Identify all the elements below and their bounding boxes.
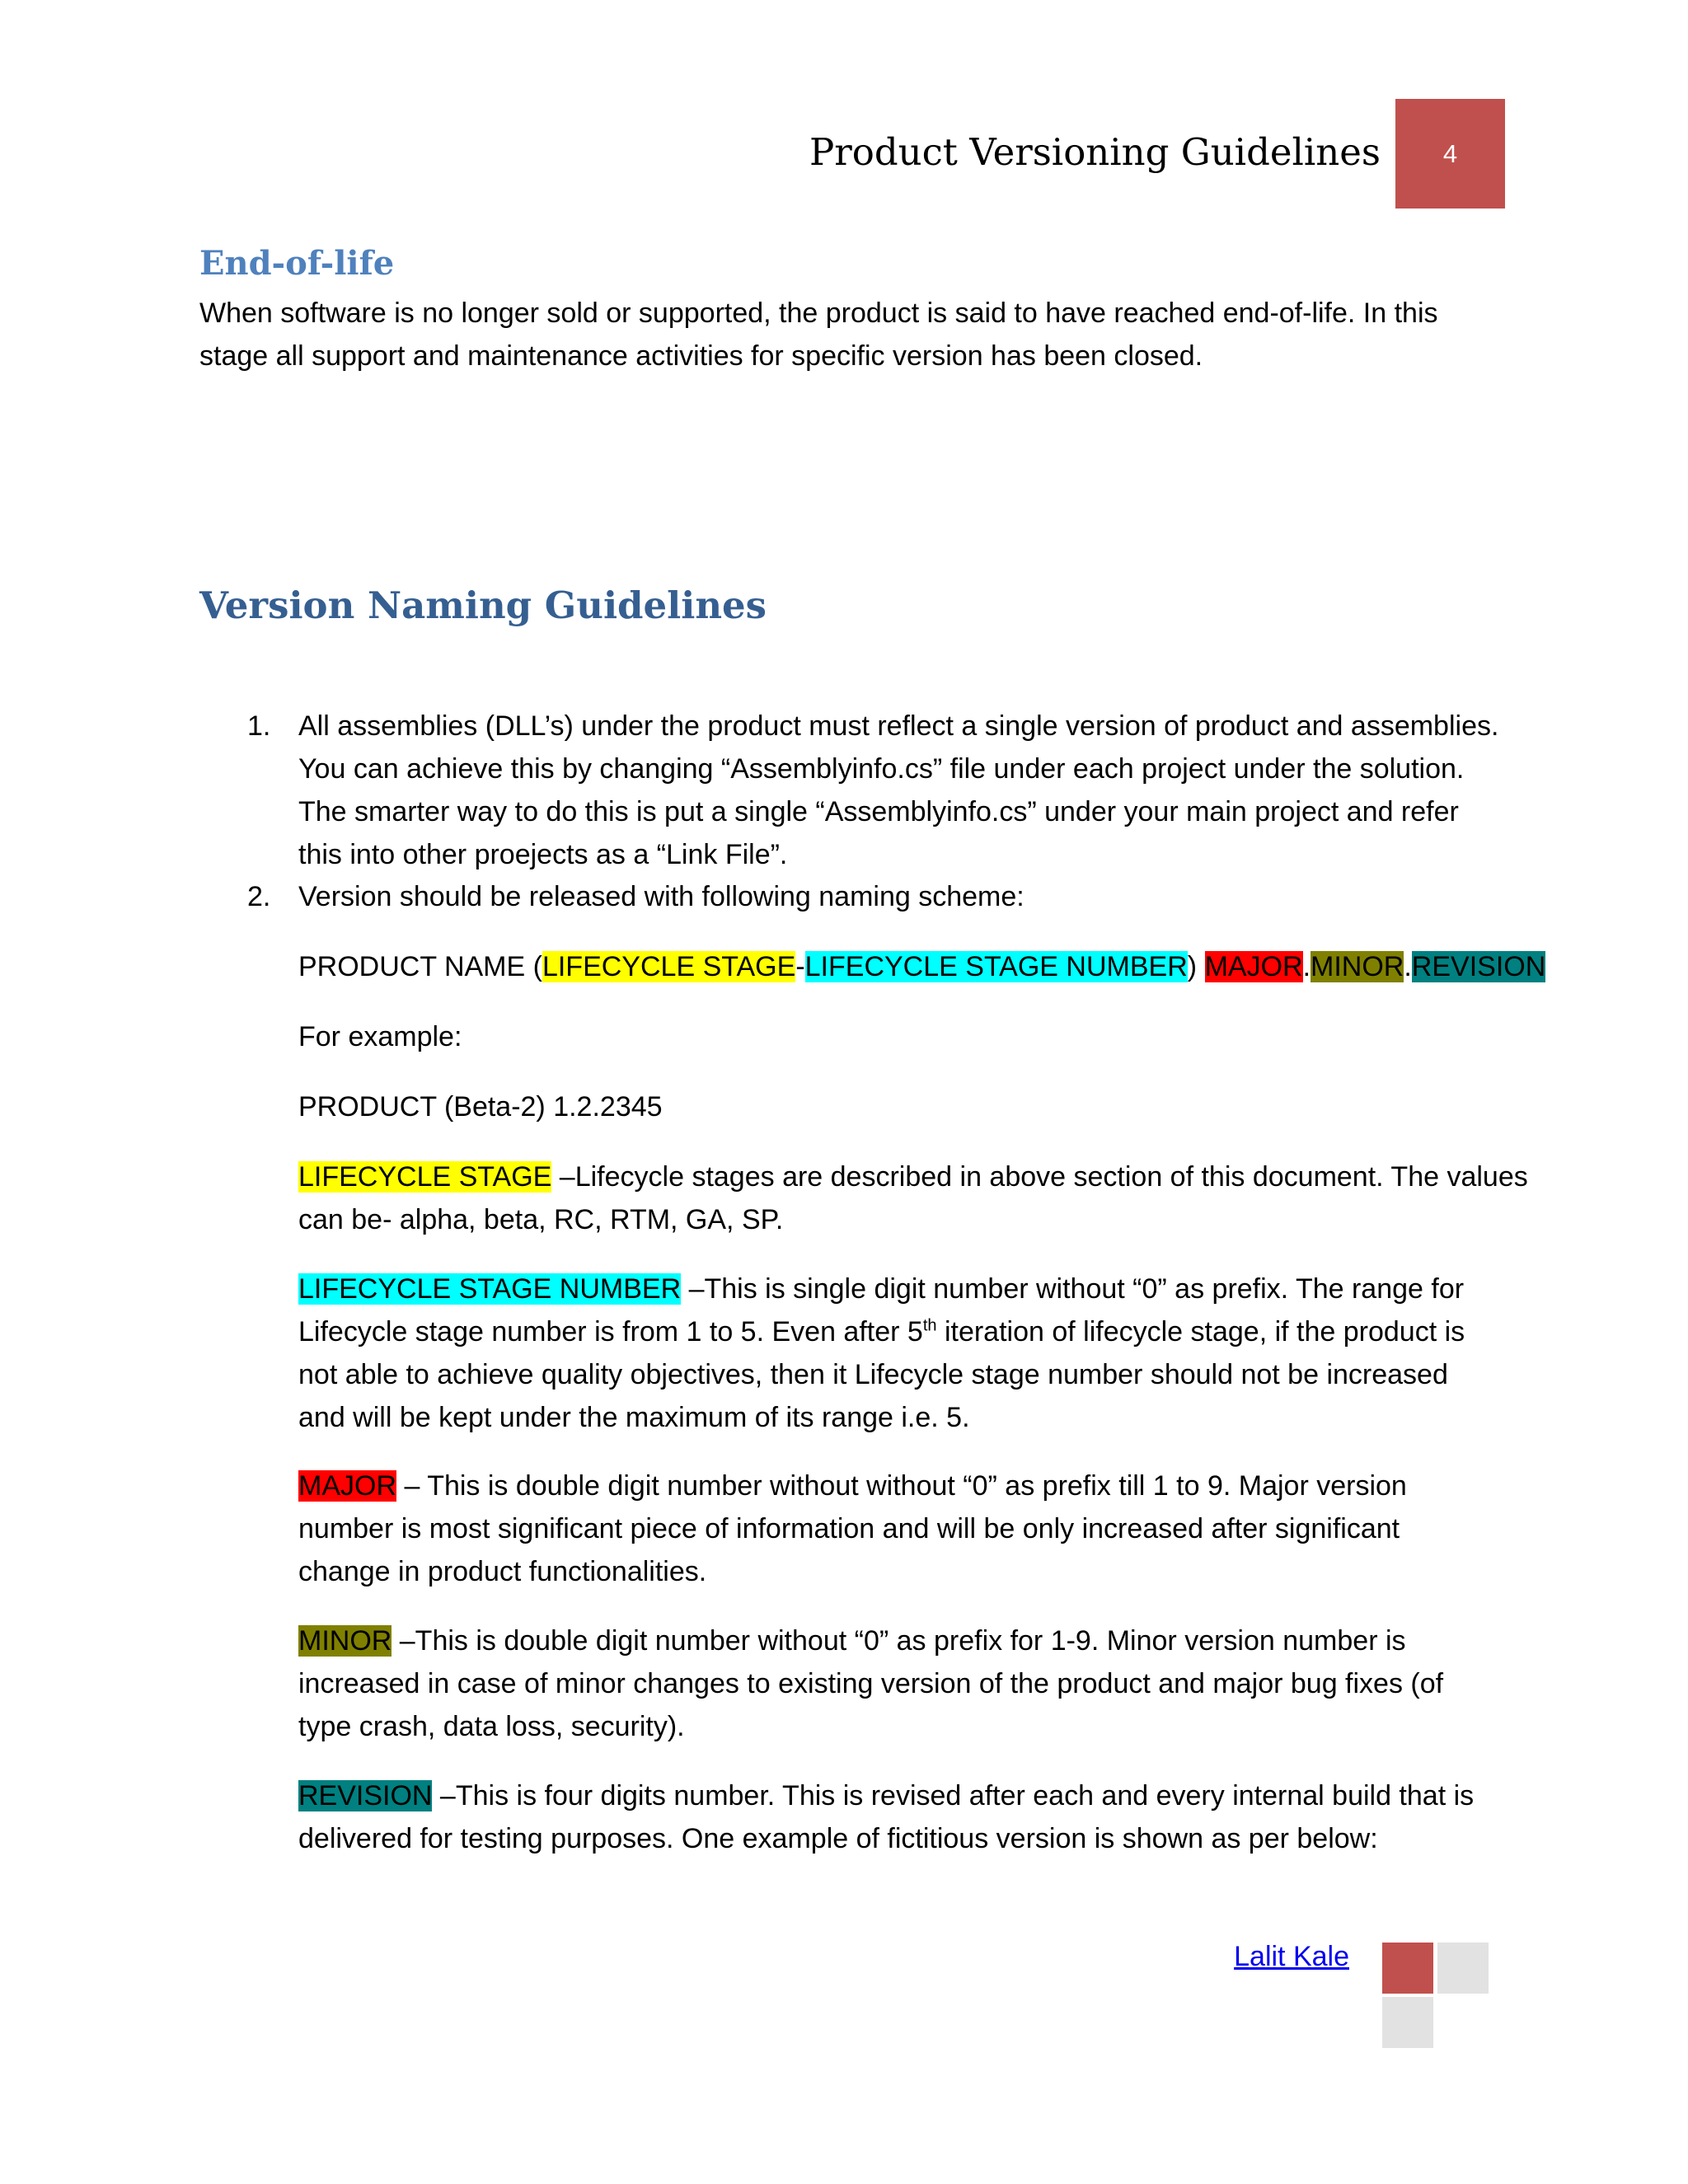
definition-line: delivered for testing purposes. One example of fictitious version is shown as per below: [298,1823,1378,1854]
term-lifecycle-stage: LIFECYCLE STAGE [298,1161,552,1193]
scheme-dot: . [1302,951,1311,982]
definition-line [298,1774,1474,1817]
end-of-life-paragraph [199,292,1438,377]
definition-text: –This is four digits number. This is revised after each and every internal build that is [432,1780,1475,1811]
definition-line: and will be kept under the maximum of its range i.e. 5. [298,1402,970,1433]
term-lifecycle-stage-number: LIFECYCLE STAGE NUMBER [298,1273,682,1305]
definition-line: number is most significant piece of information and will be only increased after significant [298,1513,1400,1544]
definition-text: iteration of lifecycle stage, if the product is [936,1316,1465,1347]
list-line: All assemblies (DLL’s) under the product must reflect a single version of product and assemblies. [298,710,1499,742]
scheme-product-name: PRODUCT NAME ( [298,951,542,982]
list-line: this into other proejects as a “Link File”. [298,839,788,870]
list-line: The smarter way to do this is put a single “Assemblyinfo.cs” under your main project and refer [298,796,1459,827]
definition-major [298,1465,1407,1593]
header-title: Product Versioning Guidelines [809,130,1381,174]
for-example-label: For example: [298,1021,462,1052]
definition-line: change in product functionalities. [298,1556,707,1587]
scheme-lifecycle-stage-number: LIFECYCLE STAGE NUMBER [804,951,1188,982]
definition-text: – This is double digit number without without “0” as prefix till 1 to 9. Major version [396,1470,1407,1502]
list-line: You can achieve this by changing “Assemblyinfo.cs” file under each project under the solution. [298,753,1465,785]
definition-line [298,1310,1465,1353]
definition-line [298,1268,1465,1310]
definition-line: not able to achieve quality objectives, then it Lifecycle stage number should not be increased [298,1359,1448,1390]
scheme-lifecycle-stage: LIFECYCLE STAGE [542,951,796,982]
definition-lifecycle-stage [298,1155,1528,1241]
author-link[interactable]: Lalit Kale [1234,1941,1349,1972]
definition-line [298,1465,1407,1507]
definition-line [298,1155,1528,1198]
paragraph-line: stage all support and maintenance activities for specific version has been closed. [199,340,1203,372]
definition-line: can be- alpha, beta, RC, RTM, GA, SP. [298,1204,784,1235]
naming-scheme [298,945,1545,988]
end-of-life-heading: End-of-life [199,244,395,283]
list-number: 1. [247,710,271,742]
page-number-box [1395,99,1505,209]
scheme-dot: . [1404,951,1412,982]
paragraph-line: When software is no longer sold or supported, the product is said to have reached end-of-life. In this [199,298,1438,329]
definition-text: –This is single digit number without “0” as prefix. The range for [681,1273,1465,1305]
definition-revision [298,1774,1474,1860]
list-item-text: Version should be released with following naming scheme: [298,881,1025,912]
example-version: PRODUCT (Beta-2) 1.2.2345 [298,1091,663,1122]
definition-line: increased in case of minor changes to existing version of the product and major bug fixes (of [298,1668,1444,1699]
scheme-revision: REVISION [1411,951,1546,982]
scheme-close-paren: ) [1187,951,1205,982]
footer-square-gray [1437,1943,1489,1994]
superscript: th [922,1316,937,1335]
definition-text: –This is double digit number without “0” as prefix for 1-9. Minor version number is [392,1625,1406,1657]
scheme-minor: MINOR [1311,951,1404,982]
term-minor: MINOR [298,1625,392,1657]
list-item-text [298,705,1498,876]
term-major: MAJOR [298,1470,396,1502]
version-naming-heading: Version Naming Guidelines [199,583,767,627]
definition-lifecycle-stage-number [298,1268,1465,1439]
page-number: 4 [1442,138,1458,168]
list-number: 2. [247,881,271,912]
definition-text: –Lifecycle stages are described in above section of this document. The values [551,1161,1528,1193]
term-revision: REVISION [298,1780,433,1811]
definition-line [298,1619,1443,1662]
scheme-dash: - [795,951,805,982]
footer-square-gray [1382,1997,1433,2048]
footer-square-red [1382,1943,1433,1994]
definition-minor [298,1619,1443,1748]
scheme-major: MAJOR [1204,951,1303,982]
definition-text: Lifecycle stage number is from 1 to 5. Even after 5 [298,1316,923,1347]
definition-line: type crash, data loss, security). [298,1711,685,1742]
